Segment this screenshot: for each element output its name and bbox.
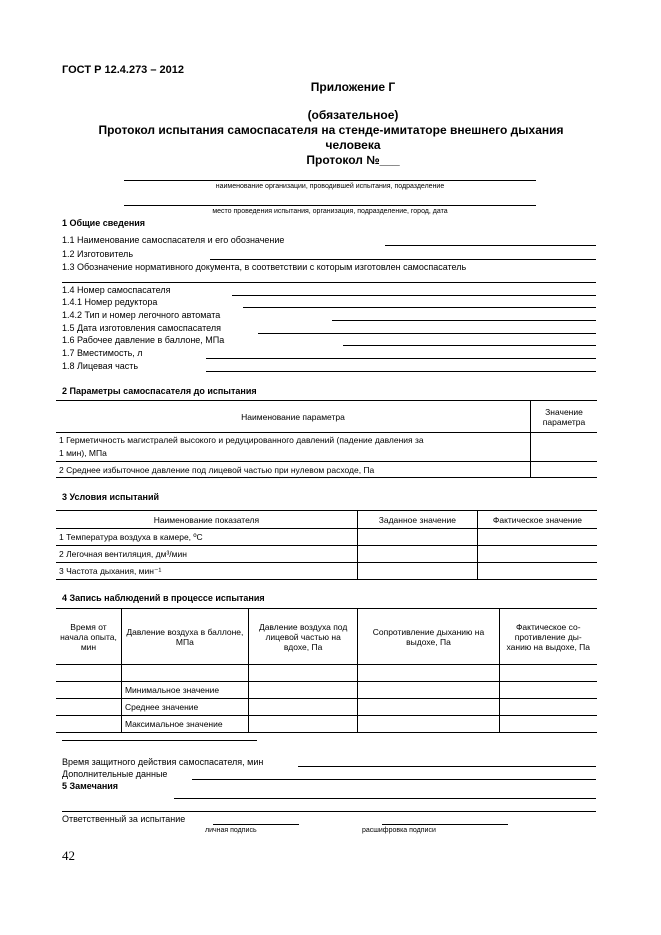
signature-line[interactable] — [213, 824, 299, 825]
param-row-2-value[interactable] — [531, 462, 598, 478]
obs-cell[interactable] — [248, 682, 358, 699]
obs-mask-pressure-header: Давление воздуха под лицевой частью на вдохе, Па — [248, 609, 358, 665]
obs-cell[interactable] — [358, 699, 499, 716]
condition-row-3-set[interactable] — [357, 563, 477, 580]
additional-data-label: Дополнительные данные — [62, 769, 168, 779]
section4-title: 4 Запись наблюдений в процессе испытания — [62, 593, 265, 603]
obs-max-label: Максимальное значение — [121, 716, 248, 733]
condition-row-2: 2 Легочная вентиляция, дм³/мин — [56, 546, 357, 563]
obs-cell[interactable] — [358, 682, 499, 699]
obs-min-label: Минимальное значение — [121, 682, 248, 699]
condition-row-2-set[interactable] — [357, 546, 477, 563]
item-1-4-1: 1.4.1 Номер редуктора — [62, 297, 158, 307]
org-name-caption: наименование организации, проводившей испытания, подразделение — [215, 183, 445, 190]
obs-cell[interactable] — [248, 665, 358, 682]
condition-row-2-actual[interactable] — [477, 546, 597, 563]
item-1-6-line — [343, 345, 596, 346]
item-1-2-line — [210, 259, 596, 260]
decode-line[interactable] — [382, 824, 508, 825]
item-1-6: 1.6 Рабочее давление в баллоне, МПа — [62, 335, 225, 345]
condition-set-header: Заданное значение — [357, 511, 477, 529]
obs-cell[interactable] — [358, 665, 499, 682]
protocol-number: Протокол №___ — [306, 153, 400, 167]
condition-name-header: Наименование показателя — [56, 511, 357, 529]
param-row-1-line1: 1 Герметичность магистралей высокого и редуцированного давлений (падение давления за — [59, 435, 424, 445]
protocol-title-line1: Протокол испытания самоспасателя на стенде-имитаторе внешнего дыхания — [98, 123, 564, 137]
conditions-table — [56, 510, 597, 580]
condition-row-1-actual[interactable] — [477, 529, 597, 546]
condition-row-3: 3 Частота дыхания, мин⁻¹ — [56, 563, 357, 580]
obs-cell[interactable] — [499, 699, 597, 716]
obs-actual-resistance-header: Фактическое со-противление ды-ханию на выдохе, Па — [499, 609, 597, 665]
responsible-label: Ответственный за испытание — [62, 814, 186, 824]
obs-cell[interactable] — [358, 716, 499, 733]
obs-avg-label: Среднее значение — [121, 699, 248, 716]
item-1-8-line — [206, 371, 596, 372]
item-1-1-line — [385, 245, 596, 246]
protect-time-line[interactable] — [298, 766, 596, 767]
item-1-5: 1.5 Дата изготовления самоспасателя — [62, 323, 221, 333]
item-1-4-2-line — [332, 320, 596, 321]
mandatory-label: (обязательное) — [307, 108, 399, 122]
item-1-4: 1.4 Номер самоспасателя — [62, 285, 171, 295]
condition-row-1-set[interactable] — [357, 529, 477, 546]
item-1-7: 1.7 Вместимость, л — [62, 348, 143, 358]
item-1-4-line — [232, 295, 596, 296]
item-1-2: 1.2 Изготовитель — [62, 249, 134, 259]
obs-cell[interactable] — [499, 665, 597, 682]
additional-data-line[interactable] — [192, 779, 596, 780]
obs-cell[interactable] — [56, 716, 121, 733]
item-1-7-line — [206, 358, 596, 359]
section2-title: 2 Параметры самоспасателя до испытания — [62, 386, 257, 396]
section3-title: 3 Условия испытаний — [62, 492, 160, 502]
param-row-1 — [56, 433, 531, 462]
section1-title: 1 Общие сведения — [62, 218, 146, 228]
obs-cell[interactable] — [499, 682, 597, 699]
param-row-1-line2: 1 мин), МПа — [59, 448, 107, 458]
param-value-header: Значение параметра — [531, 401, 598, 433]
obs-cell[interactable] — [248, 716, 358, 733]
item-1-1: 1.1 Наименование самоспасателя и его обозначение — [62, 235, 285, 245]
param-row-2: 2 Среднее избыточное давление под лицевой частью при нулевом расходе, Па — [56, 462, 531, 478]
observations-table — [56, 608, 597, 733]
item-1-3-line — [62, 282, 596, 283]
remarks-title: 5 Замечания — [62, 781, 119, 791]
obs-cell[interactable] — [121, 665, 248, 682]
obs-cell[interactable] — [56, 665, 121, 682]
item-1-3: 1.3 Обозначение нормативного документа, в соответствии с которым изготовлен самоспасатель — [62, 262, 467, 272]
item-1-8: 1.8 Лицевая часть — [62, 361, 139, 371]
condition-row-3-actual[interactable] — [477, 563, 597, 580]
obs-pressure-header: Давление воздуха в баллоне, МПа — [121, 609, 248, 665]
obs-time-header: Время от начала опыта, мин — [56, 609, 121, 665]
obs-cell[interactable] — [56, 682, 121, 699]
appendix-label: Приложение Г — [310, 80, 396, 94]
obs-cell[interactable] — [56, 699, 121, 716]
item-1-4-2: 1.4.2 Тип и номер легочного автомата — [62, 310, 221, 320]
obs-cell[interactable] — [248, 699, 358, 716]
protocol-title-line2: человека — [325, 138, 381, 152]
param-row-1-value[interactable] — [531, 433, 598, 462]
param-name-header: Наименование параметра — [56, 401, 531, 433]
obs-resistance-header: Сопротивление дыханию на выдохе, Па — [358, 609, 499, 665]
signature-caption: личная подпись — [205, 827, 257, 834]
obs-cell[interactable] — [499, 716, 597, 733]
item-1-5-line — [258, 333, 596, 334]
page-number: 42 — [62, 848, 75, 863]
condition-actual-header: Фактическое значение — [477, 511, 597, 529]
place-caption: место проведения испытания, организация, подразделение, город, дата — [212, 208, 448, 215]
condition-row-1: 1 Температура воздуха в камере, ºС — [56, 529, 357, 546]
remarks-line-2[interactable] — [62, 811, 596, 812]
org-name-line — [124, 180, 536, 181]
item-1-4-1-line — [243, 307, 596, 308]
decode-caption: расшифровка подписи — [362, 827, 436, 834]
remarks-line[interactable] — [174, 798, 596, 799]
place-line — [124, 205, 536, 206]
table-footnote-line — [62, 740, 257, 741]
protect-time-label: Время защитного действия самоспасателя, мин — [62, 757, 264, 767]
params-table — [56, 400, 597, 478]
standard-code: ГОСТ Р 12.4.273 – 2012 — [62, 64, 185, 76]
